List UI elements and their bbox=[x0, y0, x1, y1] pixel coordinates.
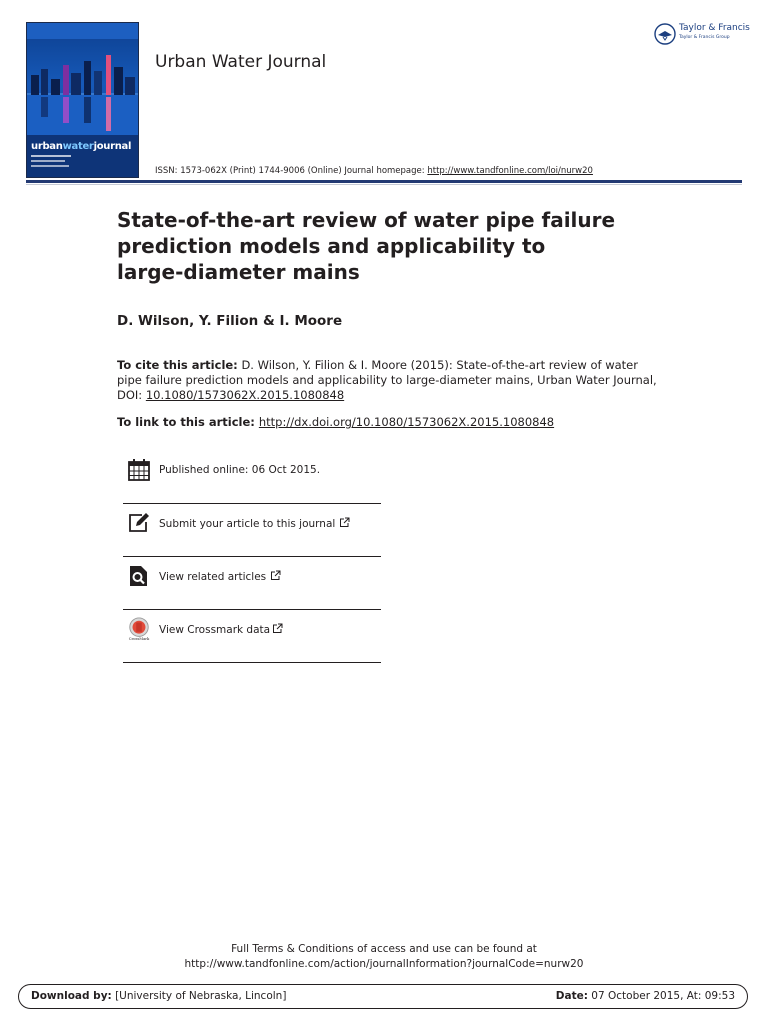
article-link-label: To link to this article: bbox=[117, 415, 259, 429]
terms-line-1: Full Terms & Conditions of access and use can be found at bbox=[231, 943, 537, 955]
publisher-logo bbox=[653, 21, 749, 49]
download-info-bar bbox=[18, 984, 748, 1009]
related-articles-link[interactable]: View related articles bbox=[159, 570, 281, 583]
document-search-icon bbox=[127, 564, 151, 588]
crossmark-logo-text: CrossMark bbox=[128, 637, 150, 641]
info-divider bbox=[123, 609, 381, 610]
submit-article-item[interactable] bbox=[123, 505, 381, 558]
journal-title: Urban Water Journal bbox=[155, 52, 327, 72]
published-online-label: Published online: 06 Oct 2015. bbox=[159, 464, 321, 476]
journal-homepage-link[interactable]: http://www.tandfonline.com/loi/nurw20 bbox=[427, 166, 593, 176]
article-link-line bbox=[117, 415, 554, 429]
terms-notice bbox=[0, 942, 768, 972]
external-link-icon bbox=[270, 570, 281, 581]
citation-block bbox=[117, 358, 657, 403]
header-divider-shadow bbox=[26, 184, 742, 185]
terms-url[interactable]: http://www.tandfonline.com/action/journalInformation?journalCode=nurw20 bbox=[184, 958, 584, 970]
article-authors: D. Wilson, Y. Filion & I. Moore bbox=[117, 313, 343, 329]
external-link-icon bbox=[339, 517, 350, 528]
header-divider bbox=[26, 180, 742, 183]
article-doi-url-link[interactable]: http://dx.doi.org/10.1080/1573062X.2015.1080848 bbox=[258, 415, 555, 429]
issn-line bbox=[155, 166, 593, 176]
crossmark-link[interactable]: View Crossmark data bbox=[159, 623, 283, 636]
publisher-subname: Taylor & Francis Group bbox=[679, 35, 730, 40]
citation-doi-link[interactable]: 10.1080/1573062X.2015.1080848 bbox=[145, 388, 345, 402]
issn-text: ISSN: 1573-062X (Print) 1744-9006 (Online) Journal homepage: bbox=[155, 166, 428, 176]
publisher-name: Taylor & Francis bbox=[679, 23, 750, 33]
download-date: Date: 07 October 2015, At: 09:53 bbox=[555, 990, 735, 1002]
info-divider bbox=[123, 556, 381, 557]
crossmark-icon bbox=[127, 617, 151, 641]
download-by: Download by: [University of Nebraska, Lincoln] bbox=[31, 990, 287, 1002]
calendar-icon bbox=[127, 458, 151, 482]
published-online-item bbox=[123, 452, 381, 505]
info-divider bbox=[123, 662, 381, 663]
external-link-icon bbox=[272, 623, 283, 634]
journal-cover-image bbox=[26, 22, 139, 178]
crossmark-item[interactable] bbox=[123, 611, 381, 664]
info-divider bbox=[123, 503, 381, 504]
cover-cityscape bbox=[27, 23, 138, 177]
cover-brand-text: urbanwaterjournal bbox=[31, 141, 132, 152]
edit-pencil-icon bbox=[127, 511, 151, 535]
publisher-lamp-icon bbox=[654, 23, 676, 45]
citation-label: To cite this article: bbox=[117, 358, 238, 372]
related-articles-item[interactable] bbox=[123, 558, 381, 611]
citation-text: D. Wilson, Y. Filion & I. Moore (2015): State-of-the-art review of water pipe failure prediction models and applicability to large-diameter mains, Urban Water Journal, DOI: bbox=[117, 358, 657, 402]
article-title: State-of-the-art review of water pipe failure prediction models and applicability to large-diameter mains bbox=[117, 208, 616, 284]
submit-article-link[interactable]: Submit your article to this journal bbox=[159, 517, 350, 530]
